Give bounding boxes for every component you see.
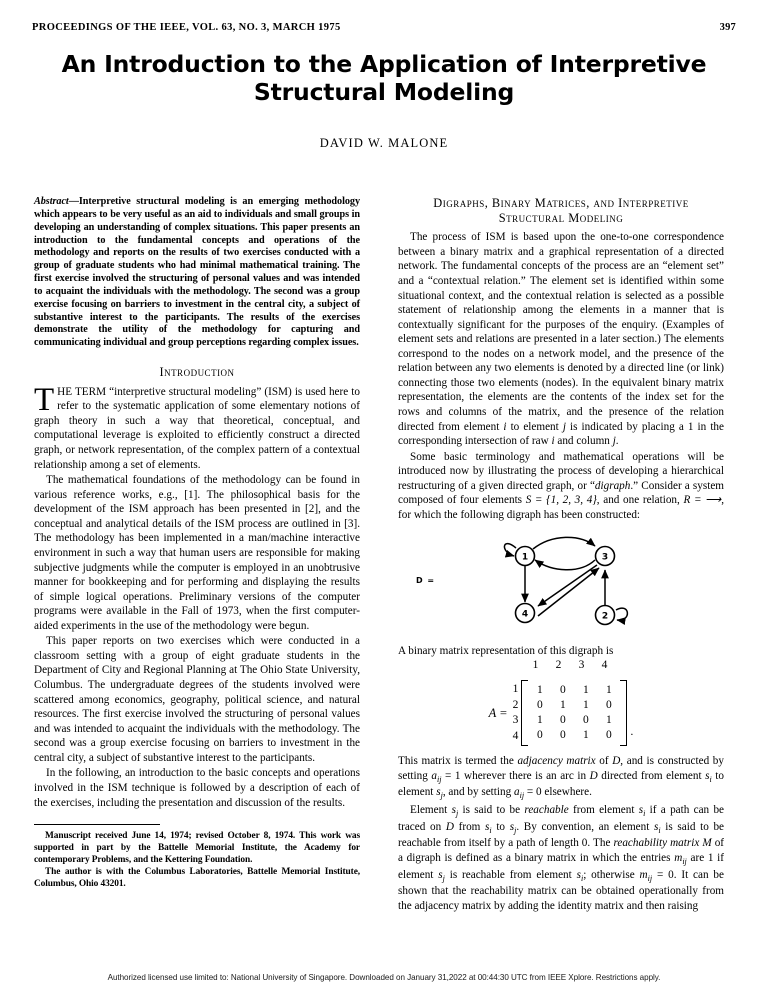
digraphs-p2-d: , for which the following digraph has been constructed: xyxy=(398,494,724,521)
matrix-cell: 0 xyxy=(559,729,566,742)
intro-paragraph-1-text: HE TERM “interpretive structural modeling” (ISM) is used here to refer to the systematic application of some elementary notions of graph theory in such a way that theoretical, conceptual, and computational leverage is exploited to efficiently construct a directed graph, or network representation, of the complex pattern of a contextual relationship among a set of elements. xyxy=(34,385,360,471)
term-adjacency-matrix: adjacency matrix xyxy=(517,755,596,767)
symbol-j: j xyxy=(562,420,566,433)
subscript-i: i xyxy=(709,774,712,784)
footnote-block xyxy=(34,830,360,890)
svg-text:2: 2 xyxy=(601,611,609,622)
digraphs-paragraph-1-text: The process of ISM is based upon the one-to-one correspondence between a binary matrix and a graphical representation of a directed network. The fundamental concepts of the process are an “element set” and a “contextual relation.” The element set is identified within some situational context, and the contextual relation is selected as a possible statement of relationship among the elements in a manner that is contextually significant for the purposes of the enquiry. (Examples of element sets and relations are presented in a later section.) The elements correspond to the nodes on a network model, and the presence of the relation between any two elements is denoted by a directed line (or link) connecting those two elements (nodes). In the equivalent binary matrix representation, the elements are the contents of the index set for the rows and columns of the matrix, and the presence of the relation directed from element xyxy=(398,231,724,433)
footnote-manuscript: Manuscript received June 14, 1974; revised October 8, 1974. This work was supported in part by the Battelle Memorial Institute, the Academy for contemporary Problems, and the Kettering Foundation. xyxy=(34,831,360,866)
digraphs-p2-b: .” Consider a system composed of four elements xyxy=(398,479,725,507)
digraphs-p2-c: , and one relation, xyxy=(596,494,684,507)
matrix-cell: 1 xyxy=(536,684,543,697)
subscript-i: i xyxy=(643,809,646,819)
symbol-i-2: i xyxy=(551,435,555,448)
section-heading-digraphs xyxy=(398,196,724,225)
abstract-text: Interpretive structural modeling is an emerging methodology which appears to be very useful as an aid to individuals and small groups in developing an understanding of complex situations. This paper presents an introduction to the fundamental concepts and operations of the methodology and reports on the results of two exercises conducted with a group of graduate students who had minimal mathematical training. The first exercise involved the structuring of personal values and was intended to acquaint the individuals with the methodology. The second was a group exercise focusing on barriers to investment in the central city, a subject of substantive interest to the participants. The results of the exercises demonstrate the utility of the methodology for capturing and communicating individual and group perceptions regarding complex issues. xyxy=(34,196,360,349)
subscript-ij: ij xyxy=(436,774,442,784)
symbol-s-j-3: s xyxy=(438,868,443,881)
matrix-cell: 0 xyxy=(605,729,612,742)
digraphs-p1-mid: to element xyxy=(506,420,563,433)
subscript-i-4: i xyxy=(580,873,584,883)
matrix-row-headers xyxy=(513,680,519,746)
matrix-name-letter: A xyxy=(488,705,497,720)
term-reachable: reachable xyxy=(524,803,569,816)
digraphs-p1-period: . xyxy=(615,435,619,448)
matrix-row-header: 1 xyxy=(512,683,519,696)
matrix-caption: A binary matrix representation of this digraph is xyxy=(398,644,614,657)
subscript-ij: ij xyxy=(682,857,687,867)
matrix-cell: 0 xyxy=(605,699,612,712)
page-number: 397 xyxy=(719,22,736,33)
matrix-cell: 1 xyxy=(559,699,566,712)
subscript-j-3: j xyxy=(442,873,445,883)
adj-p-d: = 1 wherever there is an arc in xyxy=(441,769,590,782)
author-byline: DAVID W. MALONE xyxy=(319,136,449,151)
intro-paragraph-3: This paper reports on two exercises which were conducted in a classroom setting with a group of eight graduate students in the Department of City and Regional Planning at The Ohio State University, Columbus. The undergraduate degrees of the students involved were scattered among economics, geography, political science, and natural resources. The first exercise involved the structuring of personal values and was intended to acquaint the individuals with the methodology. The second was a group exercise focusing on barriers to investment in the central city, a subject of substantive interest to the participants. xyxy=(34,635,360,764)
symbol-D: D xyxy=(612,755,621,767)
matrix-row xyxy=(528,683,620,698)
rch-l: ; otherwise xyxy=(583,868,640,881)
subscript-ij-2: ij xyxy=(519,791,525,801)
matrix-row xyxy=(528,713,620,728)
footnote-author-affiliation: The author is with the Columbus Laboratories, Battelle Memorial Institute, Columbus, Ohio 43201. xyxy=(34,867,360,890)
subscript-i-2: i xyxy=(489,825,492,835)
left-column xyxy=(34,196,360,890)
matrix-name xyxy=(489,705,508,721)
subscript-j: j xyxy=(440,791,443,801)
rch-k: is reachable from element xyxy=(444,868,577,881)
rch-m: = 0. It can be shown that the reachability matrix can be obtained operationally from the adjacency matrix by adding the identity matrix and then raising xyxy=(398,868,724,912)
matrix-col-header: 3 xyxy=(578,659,585,672)
section-heading-line-2: Structural Modeling xyxy=(498,210,624,225)
subscript-ij-2: ij xyxy=(647,873,653,883)
rch-h: is said to be reachable from itself by a path of length 0. The xyxy=(398,820,725,850)
symbol-D-2: D xyxy=(589,769,598,782)
matrix-brackets xyxy=(521,680,627,746)
section-heading-introduction: Introduction xyxy=(159,365,235,380)
symbol-m-2: m xyxy=(639,868,648,881)
symbol-D-3: D xyxy=(445,820,454,833)
journal-citation: PROCEEDINGS OF THE IEEE, VOL. 63, NO. 3, MARCH 1975 xyxy=(32,22,341,33)
rch-i: of a digraph is defined as a binary matrix in which the entries xyxy=(398,837,725,864)
symbol-j-2: j xyxy=(612,435,616,448)
symbol-s: s xyxy=(705,769,710,782)
rch-d: if a path can be traced on xyxy=(398,803,725,833)
adjacency-matrix-equation xyxy=(398,658,724,746)
matrix-cell: 0 xyxy=(559,684,566,697)
adj-p-a: This matrix is termed the xyxy=(398,755,518,767)
running-head xyxy=(32,22,736,33)
term-reachability-matrix: reachability matrix xyxy=(613,837,700,850)
matrix-cell: 1 xyxy=(605,714,612,727)
adjacency-paragraph xyxy=(398,754,724,802)
symbol-a-2: a xyxy=(514,786,520,799)
matrix-column-headers xyxy=(398,658,724,673)
matrix-cell: 0 xyxy=(559,714,566,727)
matrix-cell: 1 xyxy=(582,729,589,742)
matrix-row xyxy=(528,698,620,713)
matrix-cell: 0 xyxy=(536,699,543,712)
adj-p-g: , and by setting xyxy=(442,786,514,799)
abstract xyxy=(34,196,360,350)
title-block xyxy=(60,50,708,151)
digraphs-paragraph-1 xyxy=(398,230,724,448)
intro-paragraph-2: The mathematical foundations of the methodology can be found in various reference works, e.g., [1]. The philosophical basis for the development of the ISM approach has been presented in [2], and the conceptual and analytical details of the ISM process are outlined in [3]. The methodology has been implemented in a man/machine interactive environment in such a way that human users are responsible for making subjective judgments while the computer is employed in an unobtrusive manner for bookkeeping and for performing and displaying the results of simple logical operations. Preliminary versions of the computer programs were available in the Fall of 1973, when the first computer-aided experiments in the use of the methodology were begun. xyxy=(34,474,360,632)
digraphs-p1-end: is indicated by placing a 1 in the corresponding intersection of raw xyxy=(398,420,724,448)
adj-p-h: = 0 elsewhere. xyxy=(524,786,592,799)
adj-p-e: directed from element xyxy=(597,769,706,782)
matrix-equals: = xyxy=(499,705,508,720)
term-digraph: digraph xyxy=(594,479,631,492)
matrix-col-header: 1 xyxy=(532,659,539,672)
symbol-s-i: s xyxy=(638,803,644,816)
intro-paragraph-4: In the following, an introduction to the basic concepts and operations involved in the ISM technique is followed by a description of each of the exercises, including the presentation and discussion of the results. xyxy=(34,767,360,809)
relation-expression: R = ⟶ xyxy=(683,494,722,507)
digraph-figure xyxy=(398,532,724,636)
intro-paragraph-1 xyxy=(34,381,360,472)
symbol-s-j: s xyxy=(451,803,456,816)
matrix-cell: 1 xyxy=(536,714,543,727)
rch-b: is said to be xyxy=(458,803,525,816)
section-heading-line-1: Digraphs, Binary Matrices, and Interpretive xyxy=(433,196,689,210)
symbol-s-j-2: s xyxy=(509,820,515,833)
abstract-dash: — xyxy=(68,196,79,207)
svg-text:1: 1 xyxy=(521,552,529,563)
adj-p-c: , and is constructed by setting xyxy=(398,755,724,782)
matrix-col-header: 2 xyxy=(555,659,562,672)
symbol-s-i-2: s xyxy=(485,820,490,833)
symbol-s-i-4: s xyxy=(576,868,581,881)
symbol-m: m xyxy=(674,851,683,864)
matrix-row-header: 4 xyxy=(512,729,519,742)
matrix-cell: 1 xyxy=(582,699,589,712)
symbol-a: a xyxy=(431,769,437,782)
matrix-body xyxy=(528,683,620,743)
adj-p-b: of xyxy=(595,755,613,767)
rch-j: are 1 if element xyxy=(398,851,724,881)
symbol-s-i-3: s xyxy=(653,820,659,833)
matrix-row-header: 2 xyxy=(512,698,519,711)
paper-title: An Introduction to the Application of Interpretive Structural Modeling xyxy=(61,50,707,107)
digraphs-paragraph-2 xyxy=(398,450,724,523)
digraph-label: D = xyxy=(416,575,436,585)
symbol-i: i xyxy=(503,420,507,433)
footnote-rule xyxy=(34,824,160,825)
symbol-s-2: s xyxy=(436,786,441,799)
subscript-j: j xyxy=(455,809,459,819)
rch-f: to xyxy=(491,820,510,833)
svg-text:4: 4 xyxy=(521,609,529,620)
adj-p-f: to element xyxy=(398,769,724,799)
matrix-cell: 0 xyxy=(582,714,589,727)
matrix-cell: 1 xyxy=(582,684,589,697)
matrix-cell: 1 xyxy=(605,684,612,697)
matrix-trailing-period: . xyxy=(630,724,634,739)
rch-e: from xyxy=(453,820,486,833)
rch-a: Element xyxy=(410,803,452,816)
abstract-label: Abstract xyxy=(34,196,69,207)
subscript-i-3: i xyxy=(658,825,661,835)
right-column xyxy=(398,196,724,913)
digraphs-p2-a: Some basic terminology and mathematical operations will be introduced now by illustrating the process of developing a hierarchical restructuring of a given directed graph, or “ xyxy=(398,450,724,492)
reachability-paragraph xyxy=(398,803,724,914)
matrix-row xyxy=(528,728,620,743)
licence-notice: Authorized licensed use limited to: National University of Singapore. Downloaded on January 31,2022 at 00:44:30 UTC from IEEE Xplore. Restrictions apply. xyxy=(107,973,661,982)
matrix-cell: 0 xyxy=(536,729,543,742)
matrix-row-header: 3 xyxy=(512,714,519,727)
rch-c: from element xyxy=(568,803,639,816)
rch-g: . By convention, an element xyxy=(516,820,654,833)
subscript-j-2: j xyxy=(514,825,517,835)
drop-cap: T xyxy=(34,381,55,418)
matrix-col-header: 4 xyxy=(601,659,608,672)
symbol-M: M xyxy=(702,837,712,850)
digraphs-p1-and: and column xyxy=(554,435,613,448)
svg-text:3: 3 xyxy=(601,552,609,563)
element-set-expression: S = {1, 2, 3, 4} xyxy=(525,494,597,507)
digraph-graphic xyxy=(494,532,644,636)
